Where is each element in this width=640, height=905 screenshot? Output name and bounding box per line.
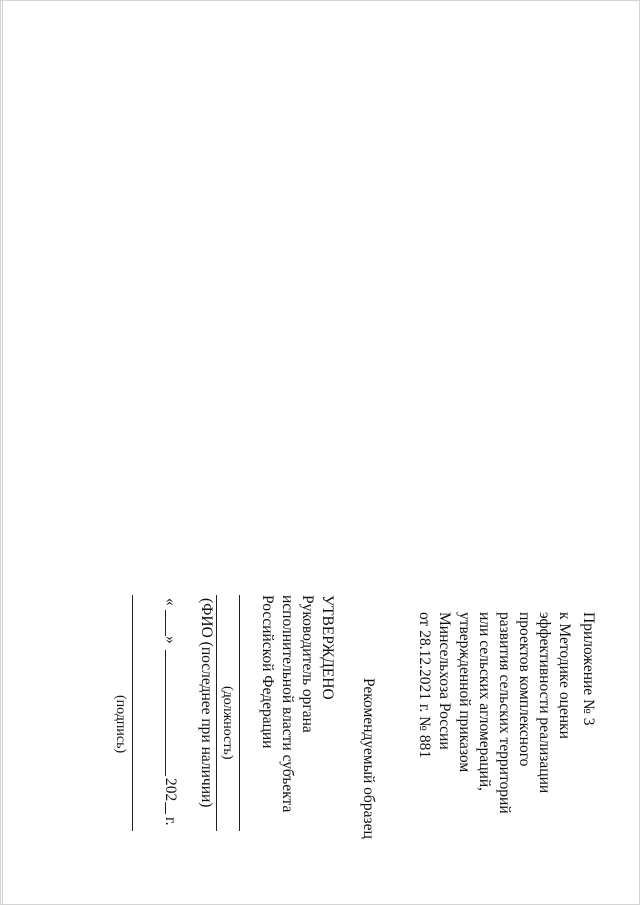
date-close-quote: » [162, 636, 179, 644]
date-open-quote: « [162, 598, 179, 606]
appendix-line: развития сельских территорий [496, 612, 513, 814]
approval-line: исполнительной власти субъекта [279, 595, 296, 813]
appendix-line: эффективности реализации [536, 612, 553, 794]
appendix-line: утвержденной приказом [456, 612, 473, 773]
appendix-line: или сельских агломераций, [476, 612, 493, 791]
year-blank-line [165, 802, 166, 814]
year-suffix: г. [162, 817, 179, 826]
approval-heading: УТВЕРЖДЕНО [319, 595, 336, 700]
appendix-line: от 28.12.2021 г. № 881 [416, 612, 433, 759]
sample-label: Рекомендуемый образец [360, 678, 377, 839]
day-blank-line [165, 610, 166, 636]
approval-line: Руководитель органа [299, 595, 316, 733]
name-line [216, 595, 217, 831]
position-line [239, 595, 240, 831]
signature-line [132, 595, 133, 831]
approval-line: Российской Федерации [259, 595, 276, 749]
signature-caption: (подпись) [113, 695, 128, 754]
year-prefix: 202 [162, 778, 179, 802]
appendix-line: Минсельхоза России [436, 612, 453, 750]
appendix-line: к Методике оценки [556, 612, 573, 739]
appendix-title: Приложение № 3 [580, 612, 597, 726]
month-blank-line [165, 650, 166, 776]
position-caption: (должность) [220, 686, 235, 760]
appendix-line: проектов комплексного [516, 612, 533, 767]
name-caption: (ФИО (последнее при наличии) [198, 598, 215, 808]
